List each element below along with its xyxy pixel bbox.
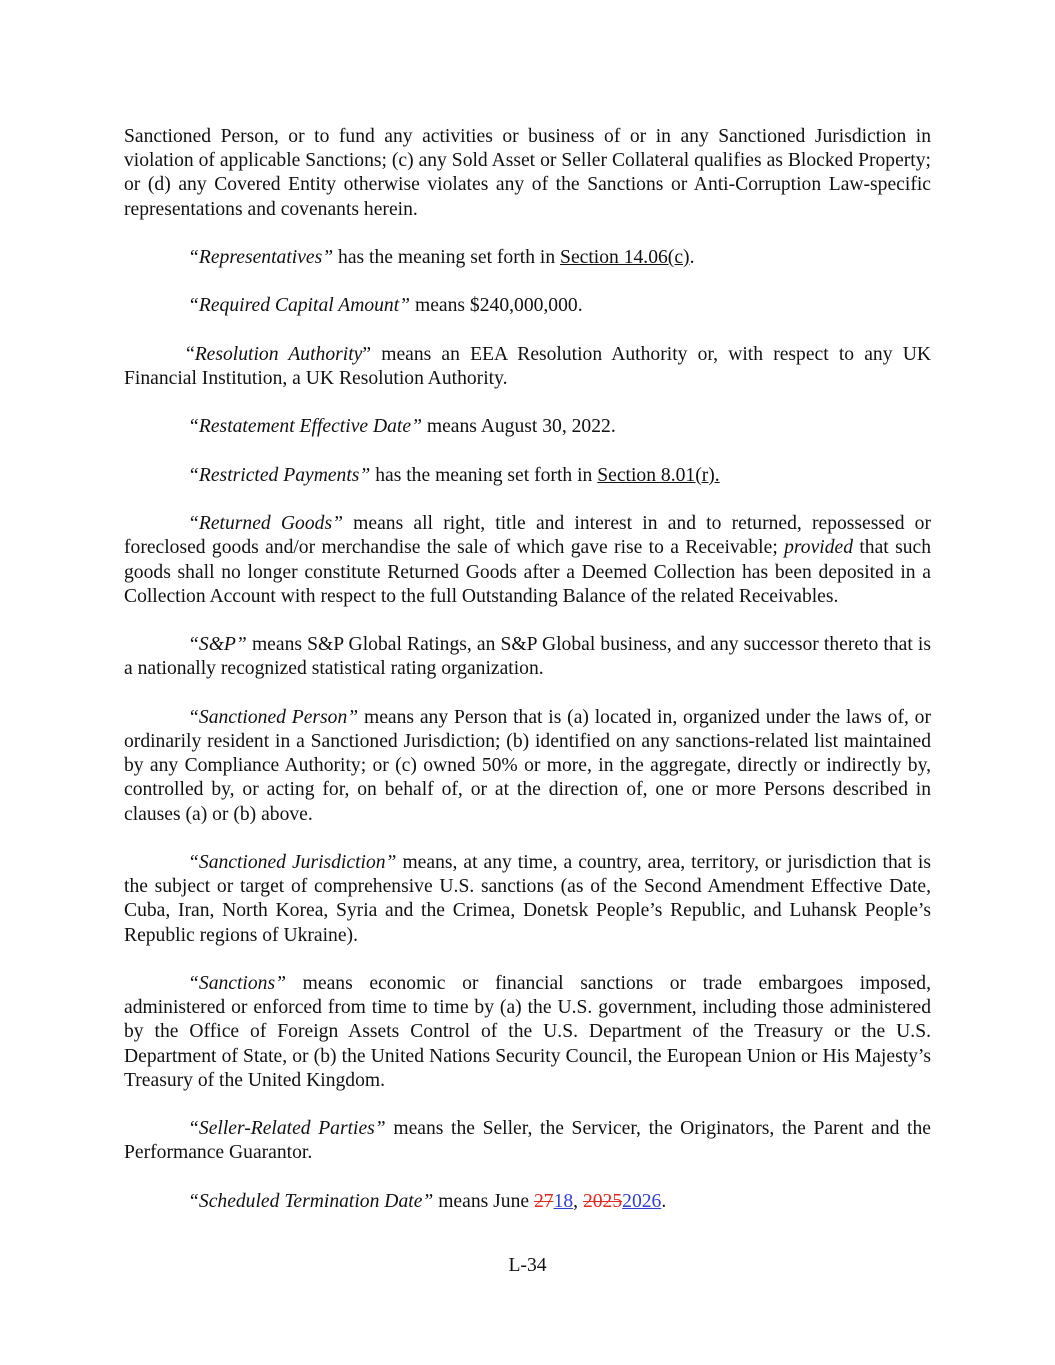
- document-body: [124, 125, 931, 1238]
- defined-term: “Restatement Effective Date”: [188, 416, 422, 438]
- defined-term: “Seller-Related Parties”: [188, 1118, 386, 1140]
- defined-term: “Representatives”: [188, 247, 334, 268]
- defined-term: “Sanctions”: [188, 972, 286, 994]
- deleted-text: 27: [533, 1190, 554, 1212]
- proviso-word: provided: [784, 537, 854, 559]
- definition-sanctions: “Sanctions” means economic or financial sanctions or trade embargoes imposed, administered or enforced from time to time by (a) the U.S. government, including those administered by the Office of Foreign Assets Control of the U.S. Department of the Treasury or the U.S. Department of State, or (b) the United Nations Security Council, the European Union or His Majesty’s Treasury of the United Kingdom.: [124, 972, 931, 1091]
- section-reference: Section 8.01(r).: [597, 464, 720, 486]
- definition-sanctioned-person: “Sanctioned Person” means any Person that is (a) located in, organized under the laws of, or ordinarily resident in a Sanctioned Jurisdiction; (b) identified on any sanctions-related list maintained by any Compliance Authority; or (c) owned 50% or more, in the aggregate, directly or indirectly by, controlled by, or acting for, on behalf of, or at the direction of, one or more Persons described in clauses (a) or (b) above.: [124, 706, 932, 825]
- definition-scheduled-termination-date: “Scheduled Termination Date” means June 2718, 20252026.: [188, 1190, 667, 1212]
- defined-term: “Restricted Payments”: [188, 464, 371, 486]
- inserted-text: 2026: [622, 1190, 662, 1212]
- defined-term: “Returned Goods”: [188, 513, 343, 535]
- definition-representatives: “Representatives” has the meaning set forth in Section 14.06(c).: [188, 247, 695, 268]
- defined-term: “Sanctioned Jurisdiction”: [188, 851, 397, 873]
- definition-seller-related-parties: “Seller-Related Parties” means the Seller, the Servicer, the Originators, the Parent and the Performance Guarantor.: [124, 1118, 931, 1164]
- definition-required-capital-amount: “Required Capital Amount” means $240,000,000.: [188, 295, 583, 317]
- definition-restricted-payments: “Restricted Payments” has the meaning set forth in Section 8.01(r).: [188, 464, 720, 486]
- defined-term: Resolution Authority: [194, 343, 363, 365]
- definition-sanctioned-jurisdiction: “Sanctioned Jurisdiction” means, at any time, a country, area, territory, or jurisdiction that is the subject or target of comprehensive U.S. sanctions (as of the Second Amendment Effective Date, Cuba, Iran, North Korea, Syria and the Crimea, Donetsk People’s Republic, and Luhansk People’s Republic regions of Ukraine).: [124, 851, 931, 946]
- defined-term: “Scheduled Termination Date”: [188, 1190, 434, 1212]
- definition-returned-goods: “Returned Goods” means all right, title and interest in and to returned, repossessed or foreclosed goods and/or merchandise the sale of which gave rise to a Receivable; provided that such goods shall no longer constitute Returned Goods after a Deemed Collection has been deposited in a Collection Account with respect to the full Outstanding Balance of the related Receivables.: [124, 513, 931, 607]
- paragraph-continuation: Sanctioned Person, or to fund any activities or business of or in any Sanctioned Jurisdiction in violation of applicable Sanctions; (c) any Sold Asset or Seller Collateral qualifies as Blocked Property; or (d) any Covered Entity otherwise violates any of the Sanctions or Anti-Corruption Law-specific representations and covenants herein.: [124, 126, 931, 220]
- definition-resolution-authority: “Resolution Authority” means an EEA Resolution Authority or, with respect to any UK Financial Institution, a UK Resolution Authority.: [124, 343, 931, 389]
- definition-restatement-effective-date: “Restatement Effective Date” means August 30, 2022.: [188, 416, 616, 438]
- section-reference: Section 14.06(c): [560, 247, 690, 268]
- definition-s-and-p: “S&P” means S&P Global Ratings, an S&P Global business, and any successor thereto that is a nationally recognized statistical rating organization.: [124, 634, 931, 680]
- defined-term: “S&P”: [188, 634, 247, 656]
- page-number: L-34: [508, 1255, 547, 1276]
- deleted-text: 2025: [582, 1190, 623, 1212]
- inserted-text: 18: [553, 1190, 574, 1212]
- defined-term: “Sanctioned Person”: [188, 706, 359, 728]
- defined-term: “Required Capital Amount”: [188, 295, 411, 317]
